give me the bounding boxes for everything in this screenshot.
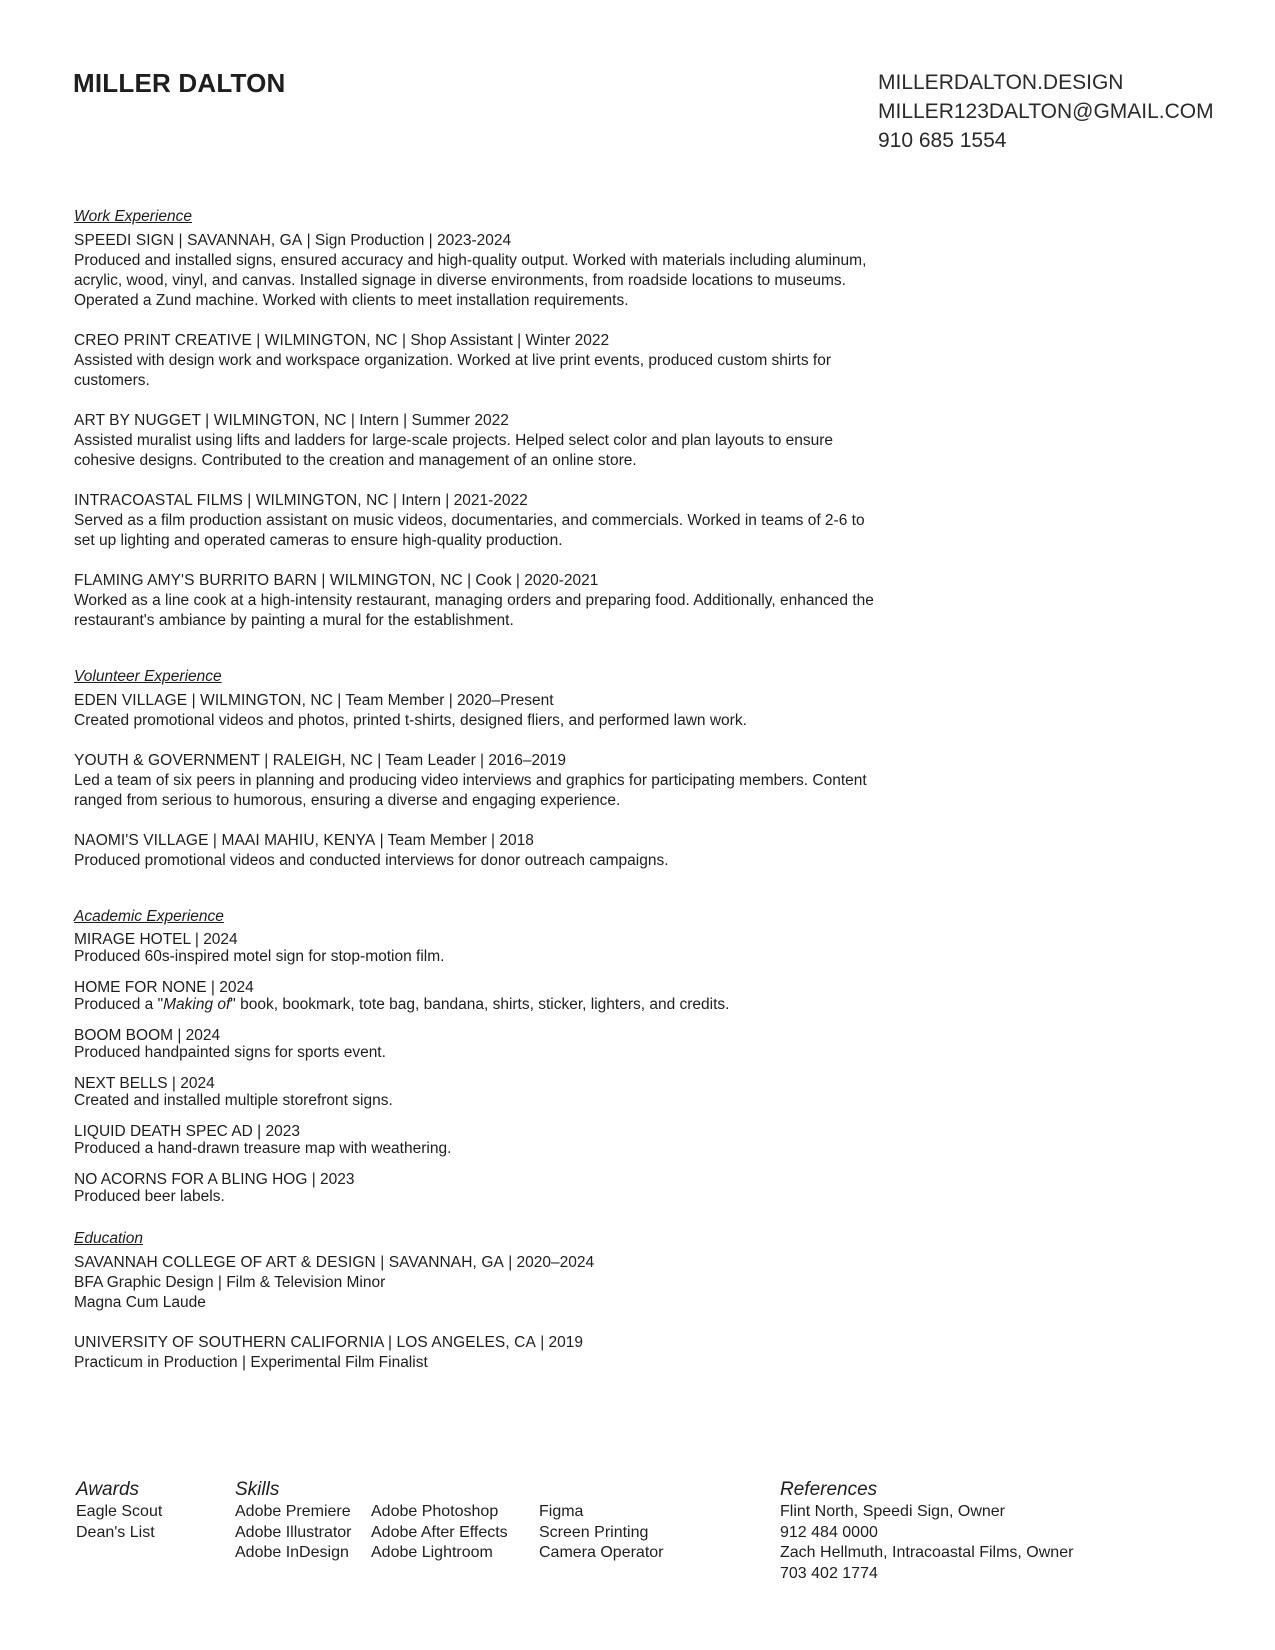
skill-item: Adobe Illustrator [235,1523,352,1541]
work-entry [74,411,874,471]
website-text: MILLERDALTON.DESIGN [878,71,1124,94]
entry-description: Created promotional videos and photos, printed t-shirts, designed fliers, and performed lawn work. [74,712,747,729]
entry-description: Produced promotional videos and conducted interviews for donor outreach campaigns. [74,852,669,869]
section-title-education: Education [74,1230,143,1247]
main-column [74,207,874,1393]
work-entry [74,571,874,631]
work-entry [74,231,874,311]
reference-item: Flint North, Speedi Sign, Owner [780,1503,1005,1520]
entry-org: NAOMI'S VILLAGE | MAAI MAHIU, KENYA [74,832,376,849]
entry-meta: | Intern | 2021-2022 [388,492,528,509]
entry-description: Led a team of six peers in planning and producing video interviews and graphics for participating members. Content ranged from serious to humorous, ensuring a diverse and engaging experience. [74,772,867,809]
entry-org: CREO PRINT CREATIVE | WILMINGTON, NC [74,332,398,349]
references-title: References [780,1479,878,1500]
resume-name: MILLER DALTON [73,68,286,98]
reference-item: 912 484 0000 [780,1523,878,1541]
skill-item: Adobe Premiere [235,1503,351,1520]
skills-title: Skills [235,1479,280,1500]
education-section [74,1229,874,1373]
entry-description: Produced a "Making of" book, bookmark, tote bag, bandana, shirts, sticker, lighters, and credits. [74,996,730,1013]
academic-entry [74,1027,874,1061]
entry-meta: | Team Member | 2020–Present [333,692,554,709]
entry-description: Served as a film production assistant on music videos, documentaries, and commercials. Worked in teams of 2-6 to set up lighting and operated cameras to ensure high-quality production. [74,512,865,549]
skill-item: Adobe After Effects [371,1523,508,1541]
section-title-volunteer: Volunteer Experience [74,668,222,685]
entry-description: Assisted with design work and workspace organization. Worked at live print events, produced custom shirts for customers. [74,352,831,389]
entry-line: Practicum in Production | Experimental Film Finalist [74,1354,428,1371]
academic-experience-section [74,907,874,1205]
entry-line: Magna Cum Laude [74,1294,206,1311]
volunteer-entry [74,751,874,811]
award-item: Dean's List [76,1523,155,1541]
awards-column [76,1478,162,1543]
entry-description: Produced handpainted signs for sports event. [74,1044,386,1061]
entry-meta: | Team Member | 2018 [375,832,534,849]
skill-item: Screen Printing [539,1523,649,1541]
skills-column [235,1478,664,1572]
italic-title: Making of [163,996,231,1013]
skill-item: Figma [539,1503,584,1520]
volunteer-entry [74,691,874,731]
entry-org: ART BY NUGGET | WILMINGTON, NC [74,412,347,429]
entry-description: Assisted muralist using lifts and ladders for large-scale projects. Helped select color and plan layouts to ensure cohesive designs. Contributed to the creation and management of an online store. [74,432,834,469]
entry-description: Created and installed multiple storefront signs. [74,1092,393,1109]
entry-meta: | Team Leader | 2016–2019 [372,752,566,769]
entry-meta: | Sign Production | 2023-2024 [302,232,512,249]
entry-meta: | 2019 [535,1334,584,1351]
entry-org: EDEN VILLAGE | WILMINGTON, NC [74,692,333,709]
entry-description: Produced a hand-drawn treasure map with weathering. [74,1140,452,1157]
entry-head: NO ACORNS FOR A BLING HOG | 2023 [74,1171,355,1188]
entry-head: NEXT BELLS | 2024 [74,1075,215,1092]
skill-item: Camera Operator [539,1544,664,1561]
entry-meta: | Cook | 2020-2021 [462,572,599,589]
email-text: MILLER123DALTON@GMAIL.COM [878,100,1214,123]
work-entry [74,491,874,551]
entry-org: SAVANNAH COLLEGE OF ART & DESIGN | SAVANNAH, GA [74,1254,504,1271]
entry-head: LIQUID DEATH SPEC AD | 2023 [74,1123,300,1140]
phone-text: 910 685 1554 [878,129,1007,152]
skill-item: Adobe InDesign [235,1544,349,1561]
references-column [780,1478,1073,1584]
reference-item: Zach Hellmuth, Intracoastal Films, Owner [780,1544,1074,1561]
academic-entry [74,1075,874,1109]
entry-meta: | Intern | Summer 2022 [346,412,509,429]
work-entry [74,331,874,391]
entry-org: INTRACOASTAL FILMS | WILMINGTON, NC [74,492,389,509]
entry-org: UNIVERSITY OF SOUTHERN CALIFORNIA | LOS ANGELES, CA [74,1334,536,1351]
awards-title: Awards [76,1479,140,1500]
academic-entry [74,1123,874,1157]
entry-meta: | Shop Assistant | Winter 2022 [397,332,610,349]
skill-item: Adobe Photoshop [371,1503,499,1520]
work-experience-section [74,207,874,631]
academic-entry [74,931,874,965]
entry-org: FLAMING AMY'S BURRITO BARN | WILMINGTON, NC [74,572,463,589]
volunteer-entry [74,831,874,871]
entry-description: Produced beer labels. [74,1188,225,1205]
entry-org: SPEEDI SIGN | SAVANNAH, GA [74,232,303,249]
entry-head: BOOM BOOM | 2024 [74,1027,221,1044]
entry-description: Worked as a line cook at a high-intensity restaurant, managing orders and preparing food. Additionally, enhanced the restaurant's ambiance by painting a mural for the establishment. [74,592,874,629]
entry-line: BFA Graphic Design | Film & Television Minor [74,1274,386,1291]
volunteer-experience-section [74,667,874,871]
section-title-academic: Academic Experience [74,908,224,925]
entry-description: Produced 60s-inspired motel sign for stop-motion film. [74,948,445,965]
entry-head: MIRAGE HOTEL | 2024 [74,931,238,948]
entry-head: HOME FOR NONE | 2024 [74,979,254,996]
entry-org: YOUTH & GOVERNMENT | RALEIGH, NC [74,752,373,769]
academic-entry [74,1171,874,1205]
academic-entry [74,979,874,1013]
entry-meta: | 2020–2024 [503,1254,595,1271]
education-entry [74,1253,874,1313]
award-item: Eagle Scout [76,1503,163,1520]
entry-description: Produced and installed signs, ensured accuracy and high-quality output. Worked with materials including aluminum, acrylic, wood, vinyl, and canvas. Installed signage in diverse environments, from roadside locations to museums. Operated a Zund machine. Worked with clients to meet installation requirements. [74,252,867,309]
section-title-work: Work Experience [74,208,193,225]
contact-block [878,68,1214,155]
education-entry [74,1333,874,1373]
reference-item: 703 402 1774 [780,1564,878,1582]
skill-item: Adobe Lightroom [371,1544,493,1561]
